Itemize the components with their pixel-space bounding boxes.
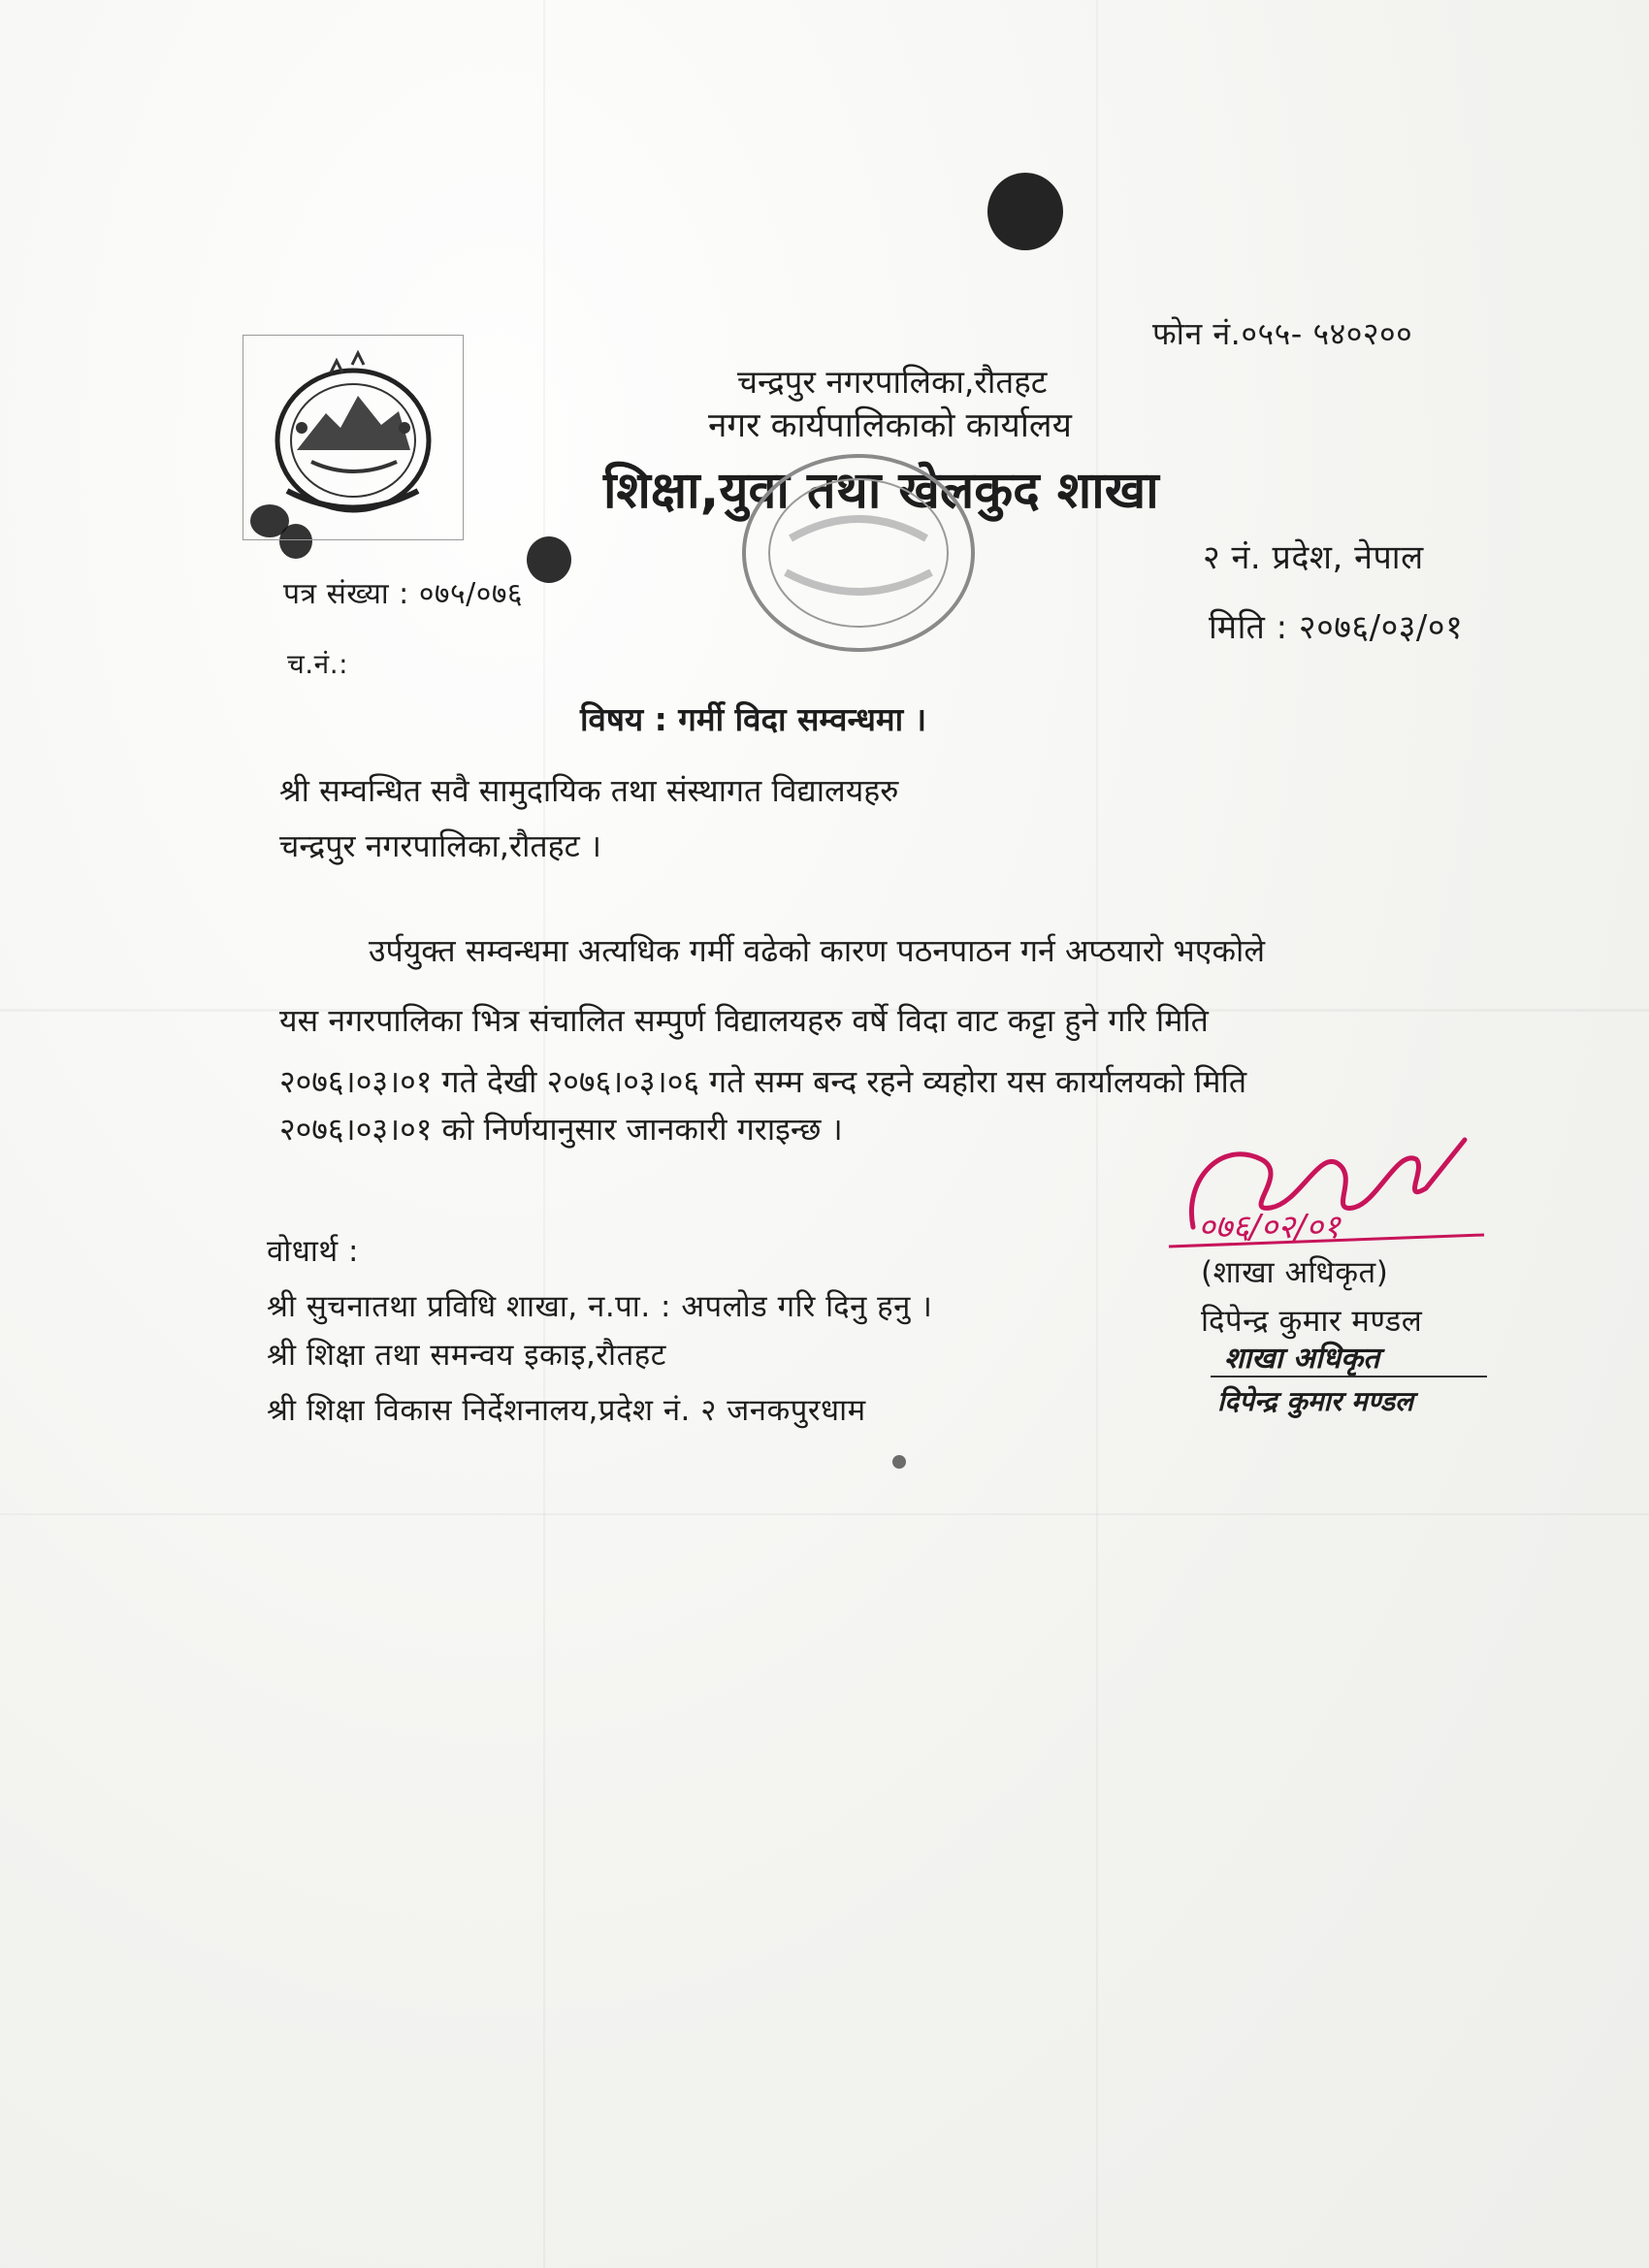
paper-crease <box>0 1513 1649 1515</box>
signatory-name: दिपेन्द्र कुमार मण्डल <box>1201 1304 1423 1339</box>
nepal-emblem-icon <box>243 336 463 539</box>
signatory-role: (शाखा अधिकृत) <box>1201 1255 1389 1290</box>
branch-name: शिक्षा,युवा तथा खेलकुद शाखा <box>603 462 1159 520</box>
province-line: २ नं. प्रदेश, नेपाल <box>1203 538 1424 577</box>
addressee-line: चन्द्रपुर नगरपालिका,रौतहट । <box>279 827 602 864</box>
ink-blot <box>527 536 571 583</box>
body-line: २०७६।०३।०१ को निर्णयानुसार जानकारी गराइन्छ । <box>279 1111 843 1148</box>
cc-item: श्री सुचनातथा प्रविधि शाखा, न.पा. : अपलोड गरि दिनु हनु । <box>267 1289 933 1324</box>
municipality-name: चन्द्रपुर नगरपालिका,रौतहट <box>737 363 1048 401</box>
stamp-role: शाखा अधिकृत <box>1224 1342 1380 1376</box>
signature-rule <box>1211 1376 1487 1377</box>
paper-crease <box>1096 0 1098 2268</box>
letter-date: मिति : २०७६/०३/०१ <box>1209 608 1464 647</box>
ink-blot <box>892 1455 906 1469</box>
handwritten-date: ०७६/०२/०१ <box>1198 1208 1341 1247</box>
letter-subject: विषय : गर्मी विदा सम्वन्धमा । <box>580 700 927 738</box>
emblem-frame <box>242 335 464 540</box>
phone-number: फोन नं.०५५- ५४०२०० <box>1152 315 1413 352</box>
cc-heading: वोधार्थ : <box>267 1234 359 1269</box>
cc-item: श्री शिक्षा विकास निर्देशनालय,प्रदेश नं. २ जनकपुरधाम <box>267 1393 866 1428</box>
office-name: नगर कार्यपालिकाको कार्यालय <box>708 406 1072 445</box>
addressee-line: श्री सम्वन्धित सवै सामुदायिक तथा संस्थागत विद्यालयहरु <box>279 772 899 809</box>
stamp-name: दिपेन्द्र कुमार मण्डल <box>1217 1385 1414 1417</box>
office-seal-icon <box>732 441 985 664</box>
letter-number: पत्र संख्या : ०७५/०७६ <box>283 577 524 611</box>
body-line: यस नगरपालिका भित्र संचालित सम्पुर्ण विद्यालयहरु वर्षे विदा वाट कट्टा हुने गरि मिति <box>279 1002 1209 1039</box>
body-line: उर्पयुक्त सम्वन्धमा अत्यधिक गर्मी वढेको कारण पठनपाठन गर्न अप्ठयारो भएकोले <box>369 932 1266 969</box>
ink-blot <box>987 173 1063 250</box>
body-line: २०७६।०३।०१ गते देखी २०७६।०३।०६ गते सम्म बन्द रहने व्यहोरा यस कार्यालयको मिति <box>279 1063 1247 1100</box>
dispatch-number: च.नं.: <box>287 648 349 680</box>
cc-item: श्री शिक्षा तथा समन्वय इकाइ,रौतहट <box>267 1338 666 1373</box>
